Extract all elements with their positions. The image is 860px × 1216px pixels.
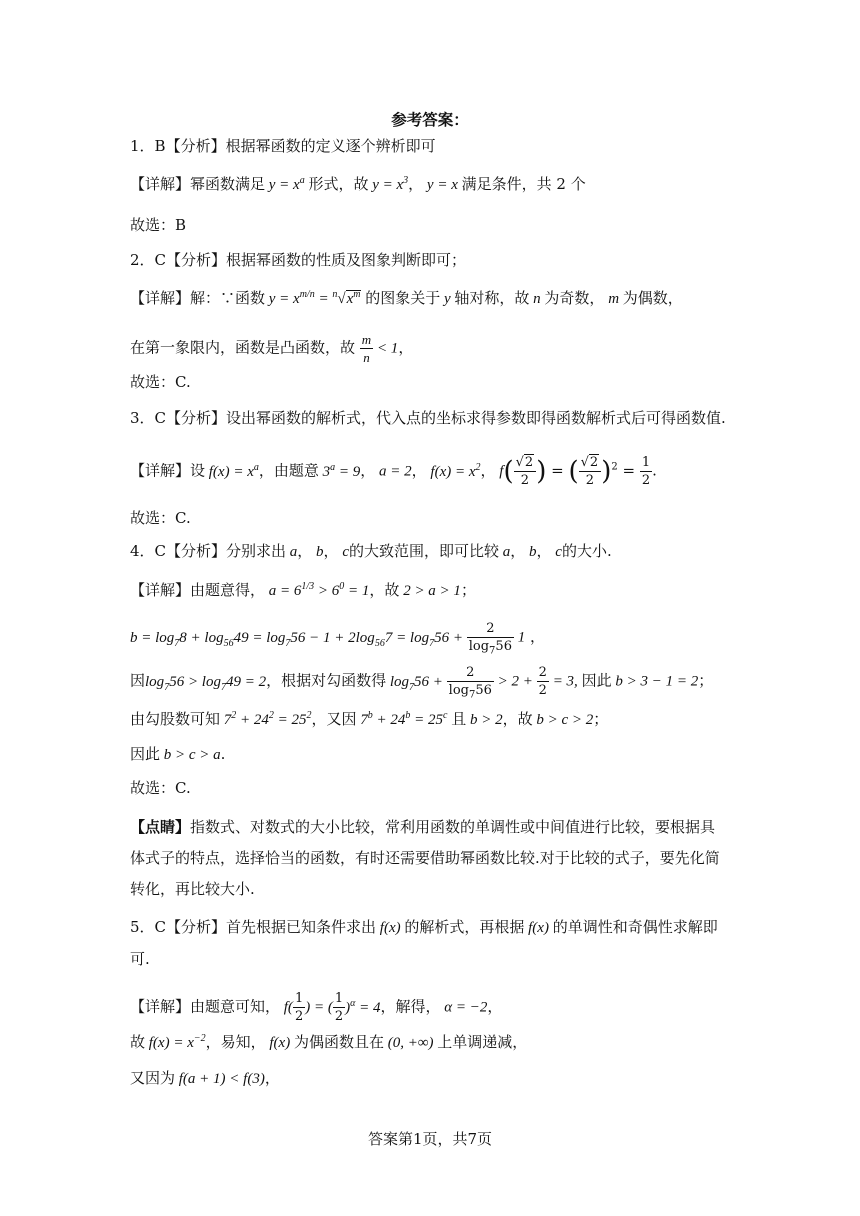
q3-analysis: 3．C【分析】设出幂函数的解析式，代入点的坐标求得参数即得函数解析式后可得函数值. <box>130 409 726 427</box>
q4-answer: 故选：C. <box>130 779 191 797</box>
q1-analysis: 1．B【分析】根据幂函数的定义逐个辨析即可 <box>130 137 436 155</box>
q3-detail: 【详解】设 $f(x) = x^a$，由题意 $3^a = 9$， a = 2， $f(x) = x^2$， f( $\frac{√2}{2}$ ) = ( $\frac{√2}{2}$ )$^2$ = $\frac{1}{2}$ . <box>130 455 657 488</box>
q4-detail-e: 因此 b > c > a. <box>130 745 226 763</box>
q5-detail: 【详解】由题意可知， f( $\frac{1}{2}$ ) = ( $\frac{1}{2}$ )$^\alpha$ = 4，解得， α = −2， <box>130 991 503 1024</box>
q2-detail-line2: 在第一象限内，函数是凸函数，故 $\frac{m}{n}$ < 1， <box>130 332 414 365</box>
q4-analysis: 4．C【分析】分别求出 a， b， c的大致范围，即可比较 a， b， c的大小. <box>130 542 612 560</box>
page-title: 参考答案： <box>391 110 469 129</box>
q4-detail-c: 因$\log_756 > \log_749 = 2$，根据对勾函数得 $\log_756$ + $\frac{2}{\log_756}$ > 2 + $\frac{2}{2}$ = 3, 因此 b > 3 − 1 = 2； <box>130 665 714 701</box>
q4-detail-b: $b = \log_78 + \log_{56}49 = \log_756 - 1 + 2\log_{56}7 = \log_756$ + $\frac{2}{\log_756}$ 1 ， <box>130 621 545 657</box>
q3-answer: 故选：C. <box>130 509 191 527</box>
q2-detail: 【详解】解：∵函数 $y = x^{m/n} = ^n√x^m$ 的图象关于 y 轴对称，故 n 为奇数， m 为偶数， <box>130 289 683 307</box>
q5-detail-c: 又因为 f(a + 1) < f(3)， <box>130 1069 280 1087</box>
q4-note: 【点睛】指数式、对数式的大小比较，常利用函数的单调性或中间值进行比较，要根据具体式子的特点，选择恰当的函数，有时还需要借助幂函数比较.对于比较的式子，要先化简转化，再比较大小. <box>130 818 720 898</box>
q1-answer: 故选：B <box>130 216 187 234</box>
q2-analysis: 2．C【分析】根据幂函数的性质及图象判断即可； <box>130 251 467 269</box>
q1-detail: 【详解】幂函数满足 $y = x^a$ 形式，故 $y = x^3$， y = x 满足条件，共 2 个 <box>130 175 586 193</box>
q5-detail-b: 故 $f(x) = x^{-2}$，易知， f(x) 为偶函数且在 (0, +∞) 上单调递减， <box>130 1033 528 1051</box>
q2-answer: 故选：C. <box>130 373 191 391</box>
q4-detail-d: 由勾股数可知 $7^2 + 24^2 = 25^2$，又因 $7^b + 24^b = 25^c$ 且 b > 2，故 b > c > 2； <box>130 710 609 728</box>
q4-detail: 【详解】由题意得， $a = 6^{1/3} > 6^0 = 1$，故 2 > a > 1； <box>130 581 476 599</box>
page-footer: 答案第1页，共7页 <box>367 1130 493 1148</box>
q5-analysis: 5．C【分析】首先根据已知条件求出 f(x) 的解析式，再根据 f(x) 的单调性和奇偶性求解即 可. <box>130 918 718 968</box>
